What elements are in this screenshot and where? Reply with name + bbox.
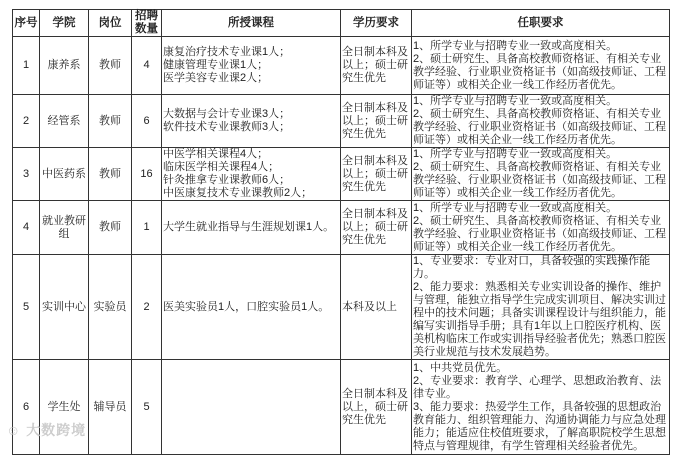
row-number: 3 bbox=[13, 148, 40, 201]
course-item: 医学美容专业课2人； bbox=[163, 72, 269, 84]
watermark-logo: ☺ 大数跨境 bbox=[6, 422, 87, 438]
header-college: 学院 bbox=[40, 10, 89, 37]
table-row bbox=[13, 255, 670, 360]
requirement-item: 1、所学专业与招聘专业一致或高度相关。 bbox=[413, 95, 618, 107]
requirement-item: 2、硕士研究生、具备高校教师资格证、有相关专业教学经验、行业职业资格证书（如高级技师证、工程师证等）或相关企业一线工作经历者优先。 bbox=[413, 52, 666, 91]
post: 教师 bbox=[89, 95, 132, 148]
row-number: 5 bbox=[13, 255, 40, 360]
college: 经管系 bbox=[40, 95, 89, 148]
requirements bbox=[412, 148, 670, 201]
course-item: 中医康复技术专业课教师2人； bbox=[163, 187, 313, 199]
requirements bbox=[412, 95, 670, 148]
row-number: 6 bbox=[13, 360, 40, 455]
courses bbox=[162, 37, 341, 95]
post: 教师 bbox=[89, 201, 132, 255]
course-item: 健康管理专业课1人； bbox=[163, 59, 269, 71]
requirement-item: 2、硕士研究生、具备高校教师资格证、有相关专业教学经验、行业职业资格证书（如高级技师证、工程师证等）或相关企业一线工作经历者优先。 bbox=[413, 108, 666, 146]
watermark-text: 大数跨境 bbox=[26, 422, 87, 438]
education: 全日制本科及以上；硕士研究生优先 bbox=[341, 148, 412, 201]
course-item: 中医学相关课程4人； bbox=[163, 148, 269, 160]
college: 学生处 bbox=[40, 360, 89, 455]
count: 5 bbox=[132, 360, 162, 455]
count: 4 bbox=[132, 37, 162, 95]
education: 全日制本科及以上；硕士研究生优先 bbox=[341, 201, 412, 255]
post: 实验员 bbox=[89, 255, 132, 360]
requirement-item: 1、专业要求：专业对口，具备较强的实践操作能力。 bbox=[413, 255, 651, 280]
table-row bbox=[13, 148, 670, 201]
courses bbox=[162, 148, 341, 201]
header-row bbox=[13, 10, 670, 37]
row-number: 2 bbox=[13, 95, 40, 148]
header-requirements: 任职要求 bbox=[412, 10, 670, 37]
college: 实训中心 bbox=[40, 255, 89, 360]
requirements bbox=[412, 360, 670, 455]
course-item: 大数据与会计专业课3人； bbox=[163, 108, 291, 120]
course-item: 针灸推拿专业课教师6人； bbox=[163, 174, 291, 186]
header-education: 学历要求 bbox=[341, 10, 412, 37]
header-count: 招聘数量 bbox=[132, 10, 162, 37]
table-row bbox=[13, 201, 670, 255]
requirements bbox=[412, 37, 670, 95]
recruitment-table bbox=[12, 9, 670, 455]
course-item: 大学生就业指导与生涯规划课1人。 bbox=[163, 221, 335, 233]
row-number: 4 bbox=[13, 201, 40, 255]
requirement-item: 1、中共党员优先。 bbox=[413, 361, 508, 374]
courses bbox=[162, 201, 341, 255]
course-item: 临床医学相关课程4人； bbox=[163, 161, 280, 173]
requirements bbox=[412, 255, 670, 360]
courses bbox=[162, 360, 341, 455]
education: 全日制本科及以上，硕士研究生优先 bbox=[341, 360, 412, 455]
college: 中医药系 bbox=[40, 148, 89, 201]
course-item: 软件技术专业课教师3人； bbox=[163, 121, 291, 133]
education: 全日制本科及以上；硕士研究生优先 bbox=[341, 95, 412, 148]
requirement-item: 1、所学专业与招聘专业一致或高度相关。 bbox=[413, 201, 618, 214]
requirement-item: 1、所学专业与招聘专业一致或高度相关。 bbox=[413, 39, 618, 52]
post: 教师 bbox=[89, 37, 132, 95]
requirement-item: 2、能力要求：熟悉相关专业实训设备的操作、维护与管理，能独立指导学生完成实训项目、解决实训过程中的技术问题；具备实训课程设计与组织能力，能编写实训指导手册；具有1年以上口腔医疗机构、医美机构临床工作或实训指导经验者优先；熟悉口腔医美行业规范与技术发展趋势。 bbox=[413, 281, 666, 358]
course-item: 医美实验员1人，口腔实验员1人。 bbox=[163, 300, 330, 313]
college: 就业教研组 bbox=[40, 201, 89, 255]
requirement-item: 1、所学专业与招聘专业一致或高度相关。 bbox=[413, 148, 618, 160]
education: 全日制本科及以上；硕士研究生优先 bbox=[341, 37, 412, 95]
education: 本科及以上 bbox=[341, 255, 412, 360]
row-number: 1 bbox=[13, 37, 40, 95]
count: 1 bbox=[132, 201, 162, 255]
requirement-item: 3、能力要求：热爱学生工作，具备较强的思想政治教育能力、组织管理能力、沟通协调能力与应急处理能力；能适应住校值班要求，了解高职院校学生思想特点与管理规律，有学生管理相关经验者优先。 bbox=[413, 400, 666, 452]
post: 教师 bbox=[89, 148, 132, 201]
header-post: 岗位 bbox=[89, 10, 132, 37]
count: 2 bbox=[132, 255, 162, 360]
requirement-item: 2、硕士研究生、具备高校教师资格证、有相关专业教学经验、行业职业资格证书（如高级技师证、工程师证等）或相关企业一线工作经历者优先。 bbox=[413, 214, 666, 253]
requirement-item: 2、硕士研究生、具备高校教师资格证、有相关专业教学经验、行业职业资格证书（如高级技师证、工程师证等）或相关企业一线工作经历者优先。 bbox=[413, 161, 666, 199]
header-no: 序号 bbox=[13, 10, 40, 37]
requirement-item: 2、专业要求：教育学、心理学、思想政治教育、法律专业。 bbox=[413, 374, 662, 400]
courses bbox=[162, 95, 341, 148]
post: 辅导员 bbox=[89, 360, 132, 455]
college: 康养系 bbox=[40, 37, 89, 95]
count: 6 bbox=[132, 95, 162, 148]
requirements bbox=[412, 201, 670, 255]
table-row bbox=[13, 37, 670, 95]
header-courses: 所授课程 bbox=[162, 10, 341, 37]
table-row bbox=[13, 95, 670, 148]
count: 16 bbox=[132, 148, 162, 201]
course-item: 康复治疗技术专业课1人； bbox=[163, 46, 291, 58]
courses bbox=[162, 255, 341, 360]
table-row bbox=[13, 360, 670, 455]
